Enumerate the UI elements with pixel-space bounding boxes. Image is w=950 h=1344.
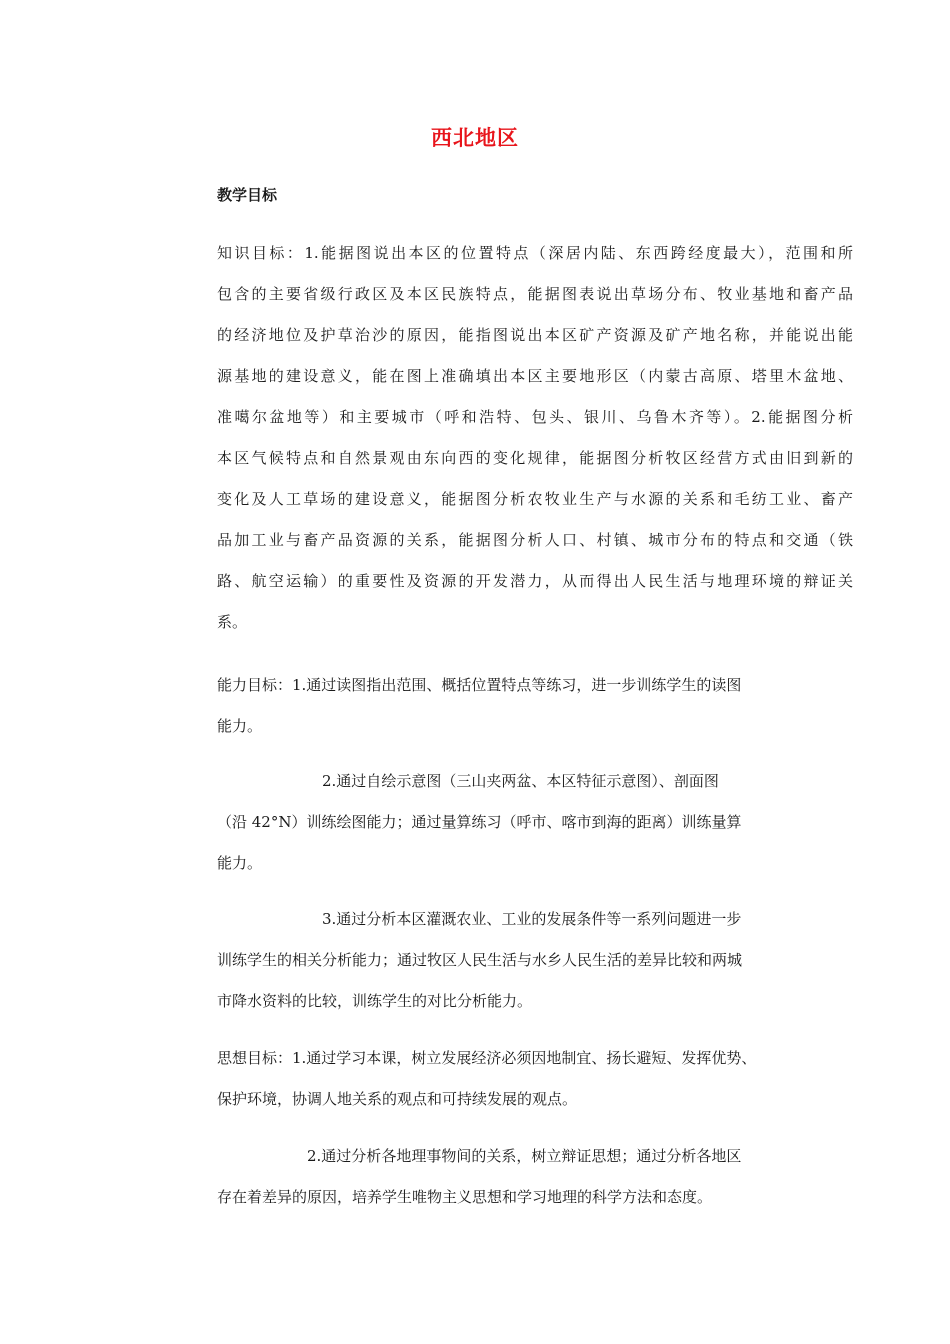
text-line: 源基地的建设意义，能在图上准确填出本区主要地形区（内蒙古高原、塔里木盆地、 (217, 367, 853, 385)
text-line: 变化及人工草场的建设意义，能据图分析农牧业生产与水源的关系和毛纺工业、畜产 (217, 490, 853, 508)
knowledge-objectives-paragraph (217, 233, 853, 643)
text-line: 3.通过分析本区灌溉农业、工业的发展条件等一系列问题进一步 (217, 910, 742, 928)
text-line: 包含的主要省级行政区及本区民族特点，能据图表说出草场分布、牧业基地和畜产品 (217, 285, 853, 303)
section-heading: 教学目标 (217, 186, 278, 204)
text-line: 思想目标：1.通过学习本课，树立发展经济必须因地制宜、扬长避短、发挥优势、 (217, 1049, 757, 1067)
text-line: 能力目标：1.通过读图指出范围、概括位置特点等练习，进一步训练学生的读图 (217, 676, 742, 694)
text-line: 2.通过分析各地理事物间的关系，树立辩证思想；通过分析各地区 (217, 1147, 742, 1165)
text-line: 能力。 (217, 717, 263, 735)
text-line: 路、航空运输）的重要性及资源的开发潜力，从而得出人民生活与地理环境的辩证关 (217, 572, 853, 590)
ability-objectives-paragraph-2 (217, 761, 741, 884)
text-line: 的经济地位及护草治沙的原因，能指图说出本区矿产资源及矿产地名称，并能说出能 (217, 326, 853, 344)
text-line: 2.通过自绘示意图（三山夹两盆、本区特征示意图）、剖面图 (217, 772, 719, 790)
text-line: 品加工业与畜产品资源的关系，能据图分析人口、村镇、城市分布的特点和交通（铁 (217, 531, 853, 549)
thought-objectives-paragraph-1 (217, 1038, 756, 1120)
text-line: （沿 42°N）训练绘图能力；通过量算练习（呼市、喀市到海的距离）训练量算 (217, 813, 742, 831)
document-title: 西北地区 (431, 126, 519, 150)
text-line: 训练学生的相关分析能力；通过牧区人民生活与水乡人民生活的差异比较和两城 (217, 951, 743, 969)
text-line: 准噶尔盆地等）和主要城市（呼和浩特、包头、银川、乌鲁木齐等）。2.能据图分析 (217, 408, 853, 426)
text-line: 本区气候特点和自然景观由东向西的变化规律，能据图分析牧区经营方式由旧到新的 (217, 449, 853, 467)
text-line: 市降水资料的比较，训练学生的对比分析能力。 (217, 992, 533, 1010)
ability-objectives-paragraph-1 (217, 665, 741, 747)
text-line: 能力。 (217, 854, 263, 872)
thought-objectives-paragraph-2 (217, 1136, 741, 1218)
text-line: 知识目标：1.能据图说出本区的位置特点（深居内陆、东西跨经度最大），范围和所 (217, 244, 853, 262)
text-line: 存在着差异的原因，培养学生唯物主义思想和学习地理的科学方法和态度。 (217, 1188, 713, 1206)
text-line: 系。 (217, 613, 248, 631)
ability-objectives-paragraph-3 (217, 899, 742, 1022)
text-line: 保护环境，协调人地关系的观点和可持续发展的观点。 (217, 1090, 578, 1108)
